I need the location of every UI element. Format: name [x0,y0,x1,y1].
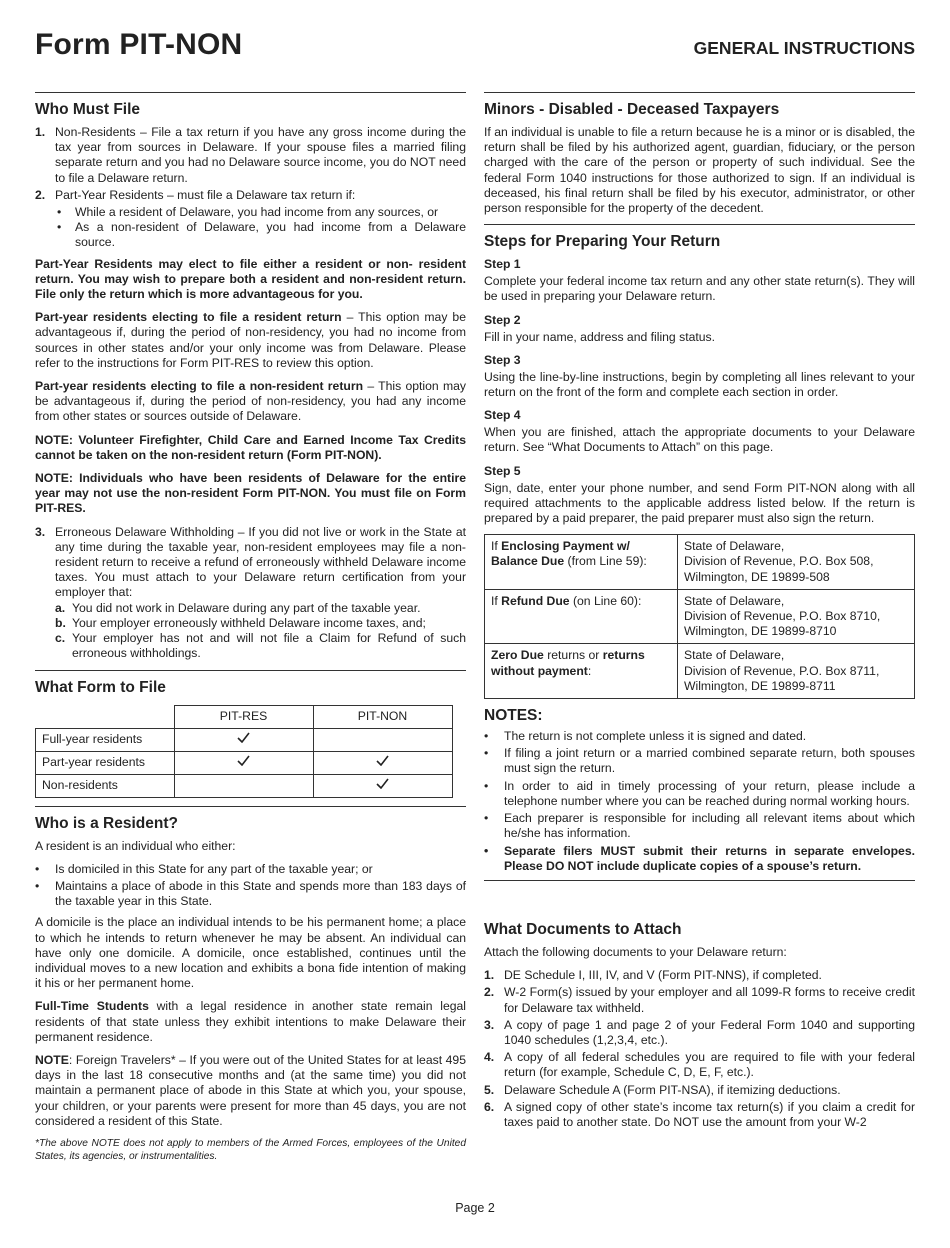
list-item: c. Your employer has not and will not file a Claim for Refund of such erroneous withholdings. [55,631,466,661]
list-item: b. Your employer erroneously withheld Delaware income taxes, and; [55,615,426,630]
col-header-pit-res: PIT-RES [174,705,313,728]
divider [35,670,466,671]
list-item: 6. A signed copy of other state’s income tax return(s) if you claim a credit for taxes paid to another state. Do NOT use the amount from your W-2 [484,1099,915,1129]
list-item: • If filing a joint return or a married combined separate return, both spouses must sign the return. [484,746,915,776]
step-text: Complete your federal income tax return and any other state return(s). They will be used in preparing your Delaware return. [484,274,915,304]
documents-heading: What Documents to Attach [484,920,682,938]
list-item: • Each preparer is responsible for including all relevant items about which he/she has information. [484,811,915,841]
check-icon [313,751,452,774]
nonresident-return-paragraph: Part-year residents electing to file a non-resident return – This option may be advantageous if, during the period of non-residency, you had any income from other states or sources outside of Delaware. [35,379,467,424]
section-title: GENERAL INSTRUCTIONS [693,38,915,58]
step-label: Step 3 [484,352,521,367]
list-item: • While a resident of Delaware, you had income from any sources, or [57,205,439,220]
footnote: *The above NOTE does not apply to members of the Armed Forces, employees of the United States, its agencies, or instrumentalities. [35,1137,466,1162]
col-header-pit-non: PIT-NON [313,705,452,728]
what-form-heading: What Form to File [35,678,166,696]
part-year-election-note: Part-Year Residents may elect to file either a resident or non- resident return. You may wish to prepare both a resident and non-resident return. File only the return which is more advantageous for you. [35,256,466,302]
list-item: 5. Delaware Schedule A (Form PIT-NSA), if itemizing deductions. [484,1082,841,1097]
step-text: Fill in your name, address and filing status. [484,329,715,344]
minors-heading: Minors - Disabled - Deceased Taxpayers [484,101,780,118]
notes-heading: NOTES: [484,707,543,725]
who-must-file-list [35,125,466,251]
steps-heading: Steps for Preparing Your Return [484,233,721,251]
list-item: 2. W-2 Form(s) issued by your employer and all 1099-R forms to receive credit for Delaware tax withheld. [484,985,915,1015]
list-item: • As a non-resident of Delaware, you had income from a Delaware source. [57,220,466,250]
sub-list [55,205,466,251]
what-form-table [35,705,453,798]
list-item: 3. Erroneous Delaware Withholding – If you did not live or work in the State at any time during the taxable year, non-resident employees may file a non-resident return to receive a refund of erroneously withheld Delaware income taxes. You must attach to your Delaware return certification from your employer that: a. You did not work in Delaware during any part of the taxable year. b. Your employer erroneously withheld Delaware income taxes, and; c. Your employer has not and will not file a Claim for Refund of such erroneous withholdings. [35,524,466,661]
step-label: Step 2 [484,312,521,327]
step-text: When you are finished, attach the appropriate documents to your Delaware return. See “What Documents to Attach” on this page. [484,425,915,455]
step-label: Step 1 [484,257,521,272]
list-item: 2. Part-Year Residents – must file a Delaware tax return if: • While a resident of Delaware, you had income from any sources, or • As a non-resident of Delaware, you had income from a Delaware source. [35,187,466,250]
notes-list [484,729,915,874]
divider [35,92,466,93]
domicile-paragraph: A domicile is the place an individual intends to be his permanent home; a place to which he intends to return whenever he may be absent. An individual can have only one domicile. A domicile, once established, continues until the individual moves to a new location and exhibits a bona fide intention of making it his or her permanent home. [35,915,466,991]
list-item: 4. A copy of all federal schedules you are required to file with your federal return (for example, Schedule C, D, E, F, etc.). [484,1050,915,1080]
credits-note: NOTE: Volunteer Firefighter, Child Care and Earned Income Tax Credits cannot be taken on the non-resident return (Form PIT-NON). [35,432,466,462]
documents-list [484,968,915,1130]
list-item: • Separate filers MUST submit their returns in separate envelopes. Please DO NOT include duplicate copies of a spouse’s return. [484,843,915,873]
right-column [484,92,915,1136]
step-text: Sign, date, enter your phone number, and send Form PIT-NON along with all required attachments to the applicable address listed below. If the return is prepared by a paid preparer, the paid preparer must also sign the return. [484,480,915,526]
list-item: 1. DE Schedule I, III, IV, and V (Form PIT-NNS), if completed. [484,968,822,983]
table-row: Part-year residents [36,751,453,774]
foreign-travelers-note: NOTE: Foreign Travelers* – If you were out of the United States for at least 495 days in the last 18 consecutive months and (at the same time) you did not maintain a permanent place of abode in this State at which you, your spouse, your children, or your parents were present for more than 45 days, you are not considered a resident of this State. [35,1052,466,1128]
students-paragraph: Full-Time Students with a legal residence in another state remain legal residents of that state unless they exhibit intentions to make Delaware their permanent residence. [35,999,466,1044]
table-row: If Refund Due (on Line 60): State of Delaware, Division of Revenue, P.O. Box 8710, Wilmington, DE 19899-8710 [485,589,915,644]
table-row: Full-year residents [36,728,453,751]
documents-intro: Attach the following documents to your Delaware return: [484,944,787,959]
alpha-list [55,601,466,662]
list-item: • Maintains a place of abode in this State and spends more than 183 days of the taxable year in this State. [35,878,466,909]
erroneous-withholding-list [35,525,466,662]
list-item: a. You did not work in Delaware during any part of the taxable year. [55,600,421,615]
who-is-resident-heading: Who is a Resident? [35,814,178,832]
list-item: 1. Non-Residents – File a tax return if you have any gross income during the tax year from sources in Delaware. If your spouse files a married filing separate return and you had no Delaware source income, you do NOT need to file a Delaware return. [35,125,466,185]
step-text: Using the line-by-line instructions, begin by completing all lines relevant to your return on the front of the form and complete each section in order. [484,369,915,400]
list-item: • In order to aid in timely processing of your return, please include a telephone number where you can be reached during normal working hours. [484,778,915,808]
divider [484,224,915,225]
divider [484,92,915,93]
form-title: Form PIT-NON [35,28,243,61]
list-item: • The return is not complete unless it is signed and dated. [484,729,807,744]
check-icon [174,728,313,751]
divider [484,880,915,881]
resident-return-paragraph: Part-year residents electing to file a resident return – This option may be advantageous if, during the period of non-residency, you had no income from sources in other states and/or your only income was from Delaware. Please refer to the instructions for Form PIT-RES to review this option. [35,310,466,370]
who-must-file-heading: Who Must File [35,101,141,118]
check-icon [313,774,452,797]
step-label: Step 4 [484,408,521,423]
divider [35,806,466,807]
step-label: Step 5 [484,463,521,478]
check-icon [174,751,313,774]
full-year-note: NOTE: Individuals who have been residents of Delaware for the entire year may not use the non-resident Form PIT-NON. You must file on Form PIT-RES. [35,471,466,516]
resident-bullets [35,862,466,910]
left-column [35,92,466,1163]
table-row: If Enclosing Payment w/ Balance Due (from Line 59): State of Delaware, Division of Revenue, P.O. Box 508, Wilmington, DE 19899-508 [485,535,915,590]
mailing-address-table [484,534,915,699]
list-item: • Is domiciled in this State for any part of the taxable year; or [35,861,373,876]
minors-paragraph: If an individual is unable to file a return because he is a minor or is disabled, the return shall be filed by his authorized agent, guardian, fiduciary, or the person charged with the care of the person or property of such individual. See the federal Form 1040 instructions for those authorized to sign. If an individual is deceased, his final return shall be filed by his executor, administrator, or other person responsible for the property of the decedent. [484,125,915,216]
table-row: Zero Due returns or returns without payment: State of Delaware, Division of Revenue, P.O. Box 8711, Wilmington, DE 19899-8711 [485,644,915,699]
page-number: Page 2 [455,1201,495,1215]
list-item: 3. A copy of page 1 and page 2 of your Federal Form 1040 and supporting 1040 schedules (1,2,3,4, etc.). [484,1017,915,1047]
resident-intro: A resident is an individual who either: [35,838,236,853]
table-row: Non-residents [36,774,453,797]
